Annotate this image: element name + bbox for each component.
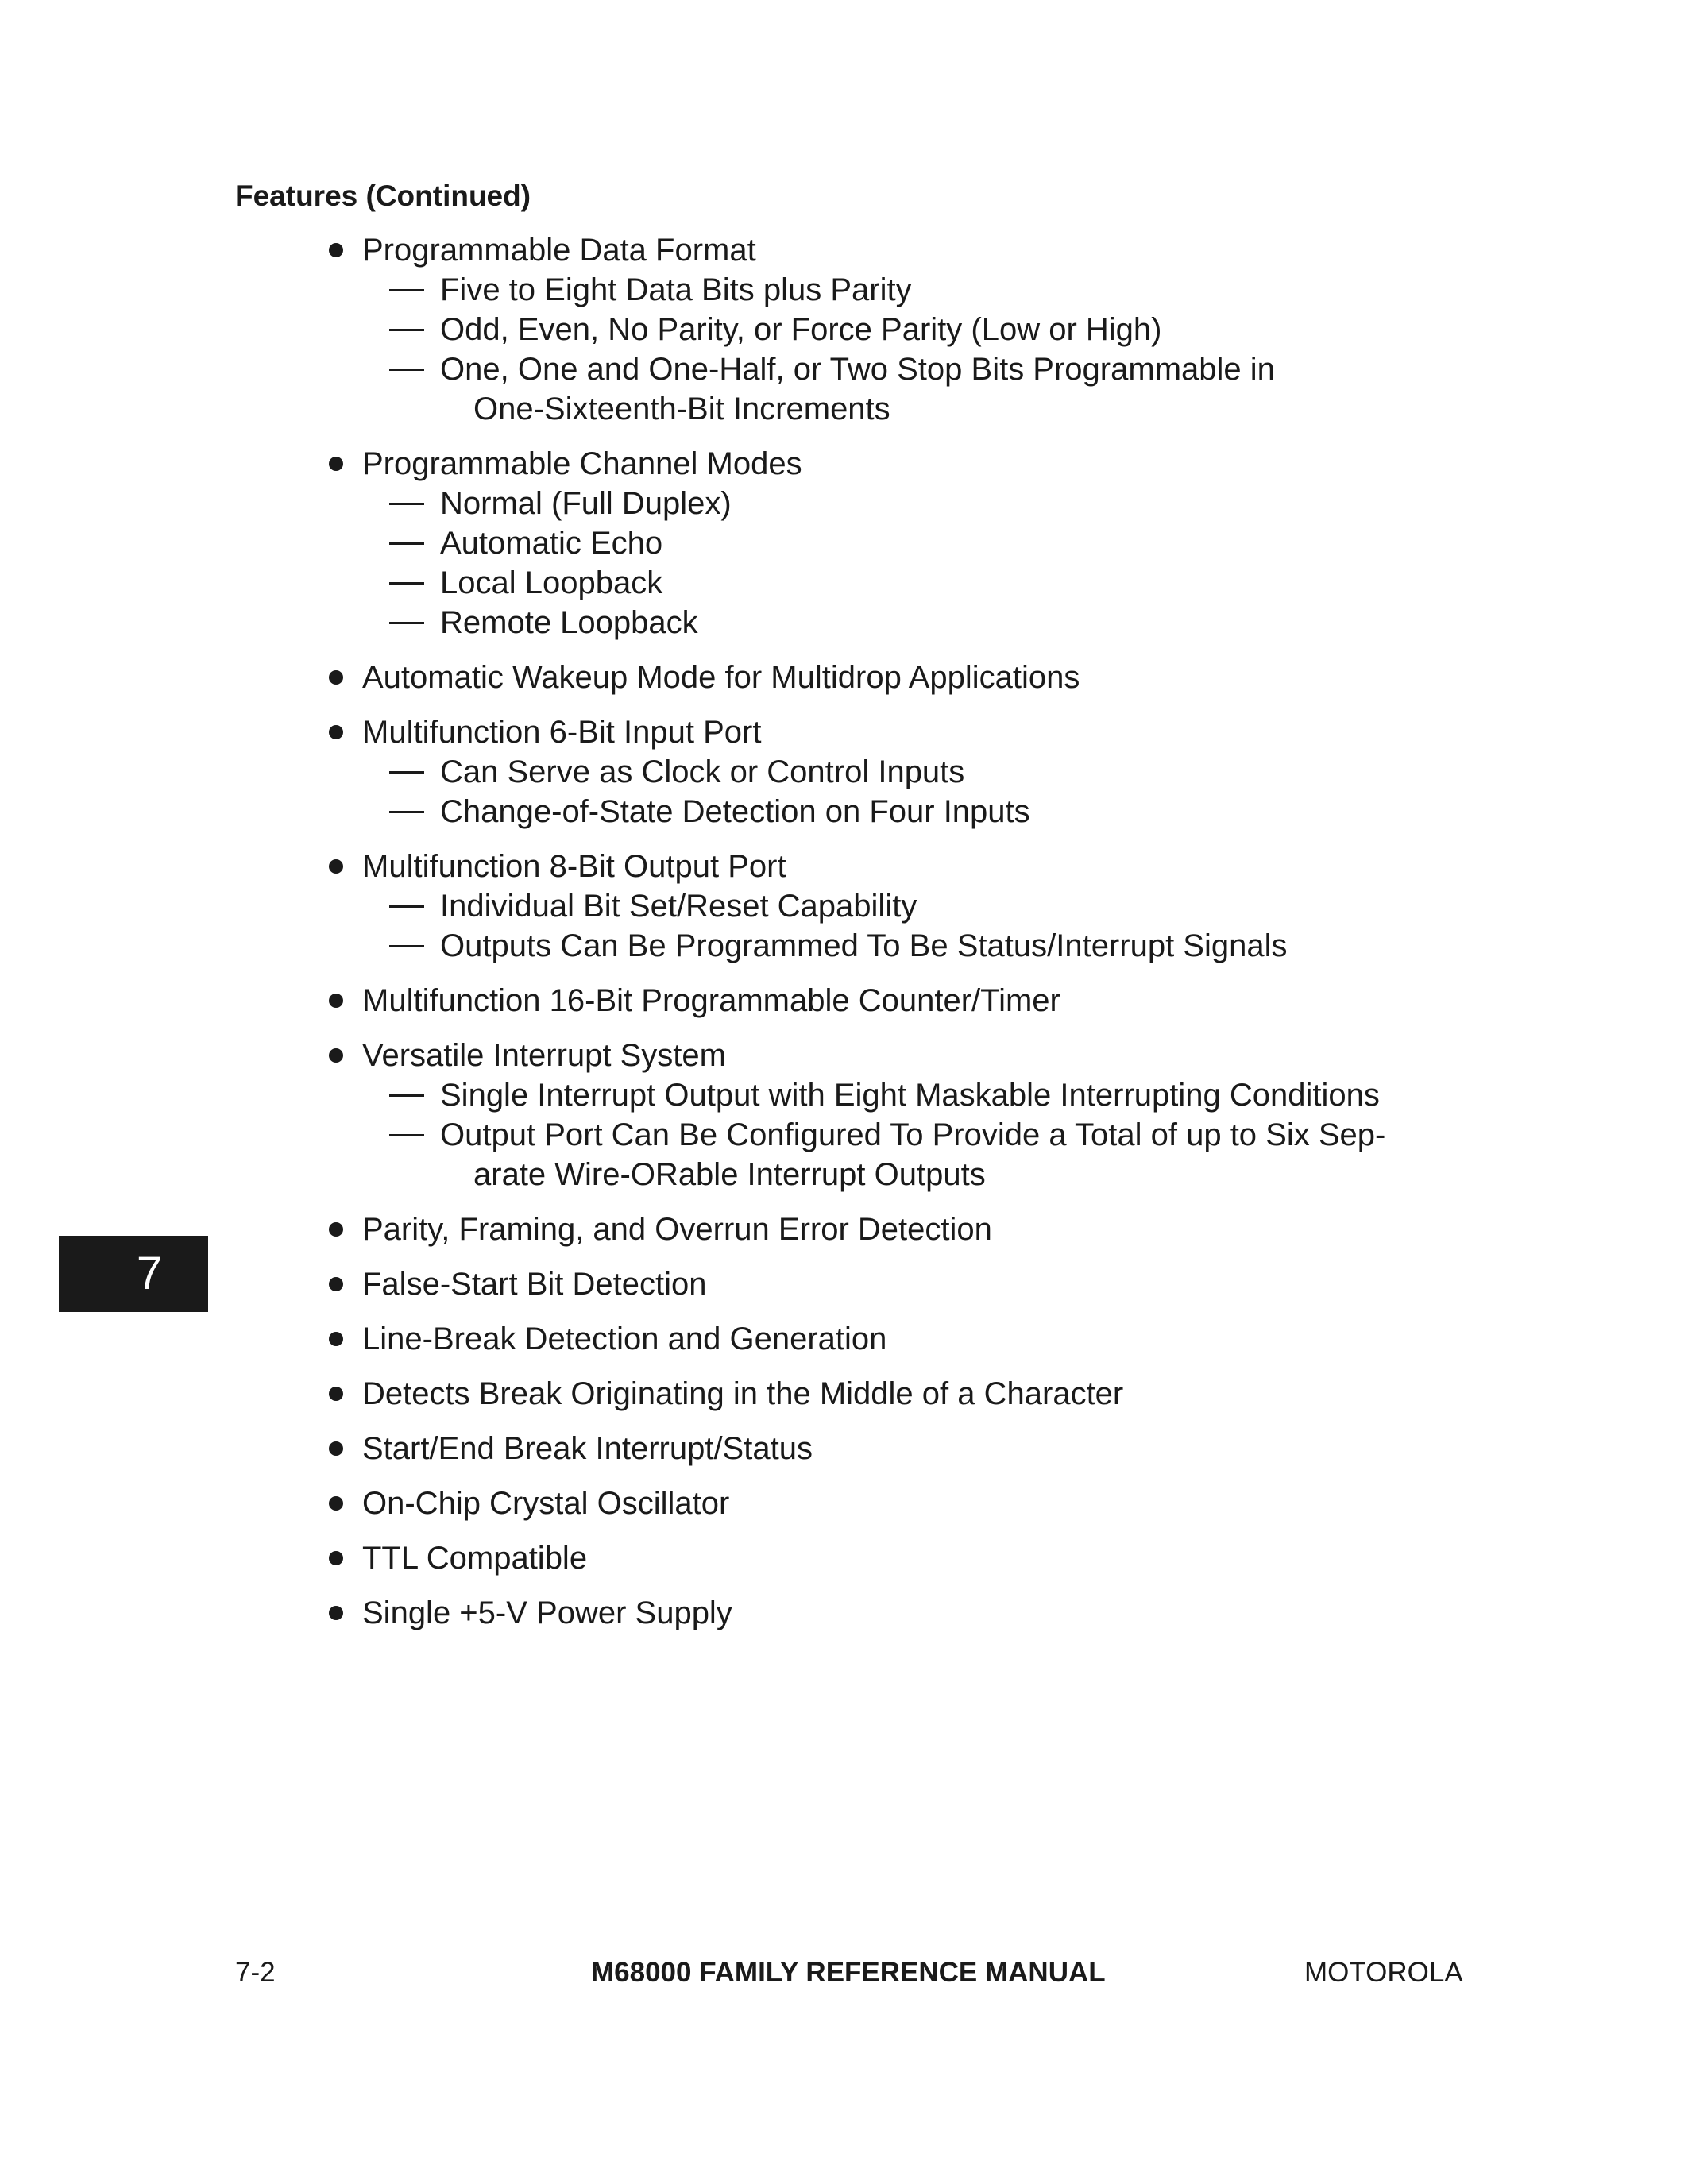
- sub-feature-list: [326, 1075, 1485, 1194]
- sub-feature-item: [326, 310, 1485, 349]
- feature-text: TTL Compatible: [362, 1541, 588, 1576]
- feature-text: Multifunction 6-Bit Input Port: [362, 715, 762, 750]
- sub-feature-list: [326, 484, 1485, 642]
- feature-text: False-Start Bit Detection: [362, 1267, 707, 1302]
- sub-feature-item: [326, 1115, 1485, 1194]
- feature-item: [326, 1036, 1485, 1194]
- sub-feature-item: [326, 792, 1485, 832]
- feature-item: [326, 1319, 1485, 1359]
- feature-text: On-Chip Crystal Oscillator: [362, 1486, 730, 1521]
- feature-item: [326, 1374, 1485, 1414]
- sub-feature-item: [326, 349, 1485, 429]
- sub-feature-item: [326, 603, 1485, 642]
- sub-feature-text: Outputs Can Be Programmed To Be Status/Interrupt Signals: [440, 928, 1288, 963]
- feature-item: [326, 1593, 1485, 1633]
- sub-feature-text: Odd, Even, No Parity, or Force Parity (Low or High): [440, 312, 1162, 347]
- dash-icon: [389, 945, 424, 947]
- dash-icon: [389, 582, 424, 585]
- sub-feature-text: Output Port Can Be Configured To Provide a Total of up to Six Sep-: [440, 1117, 1386, 1152]
- sub-feature-item: [326, 752, 1485, 792]
- footer-brand: MOTOROLA: [1304, 1957, 1463, 1988]
- bullet-icon: [329, 243, 343, 257]
- dash-icon: [389, 369, 424, 371]
- bullet-icon: [329, 1387, 343, 1401]
- bullet-icon: [329, 457, 343, 471]
- sub-feature-text: Change-of-State Detection on Four Inputs: [440, 794, 1030, 829]
- sub-feature-item: [326, 1075, 1485, 1115]
- sub-feature-continuation: arate Wire-ORable Interrupt Outputs: [473, 1157, 986, 1192]
- dash-icon: [389, 622, 424, 624]
- feature-text: Programmable Channel Modes: [362, 446, 802, 481]
- bullet-icon: [329, 1222, 343, 1237]
- feature-item: [326, 981, 1485, 1021]
- sub-feature-list: [326, 752, 1485, 832]
- feature-item: [326, 847, 1485, 966]
- bullet-icon: [329, 1551, 343, 1565]
- feature-text: Multifunction 8-Bit Output Port: [362, 849, 786, 884]
- sub-feature-item: [326, 270, 1485, 310]
- feature-text: Versatile Interrupt System: [362, 1038, 726, 1073]
- feature-item: [326, 1484, 1485, 1523]
- bullet-icon: [329, 670, 343, 685]
- feature-item: [326, 712, 1485, 832]
- footer-title: M68000 FAMILY REFERENCE MANUAL: [591, 1957, 1106, 1988]
- dash-icon: [389, 503, 424, 505]
- feature-item: [326, 444, 1485, 642]
- dash-icon: [389, 905, 424, 908]
- sub-feature-text: Normal (Full Duplex): [440, 486, 732, 521]
- sub-feature-text: One, One and One-Half, or Two Stop Bits Programmable in: [440, 352, 1275, 387]
- feature-list: [326, 230, 1485, 1648]
- bullet-icon: [329, 1496, 343, 1511]
- dash-icon: [389, 542, 424, 545]
- feature-item: [326, 658, 1485, 697]
- feature-text: Parity, Framing, and Overrun Error Detection: [362, 1212, 992, 1247]
- sub-feature-text: Automatic Echo: [440, 526, 663, 561]
- bullet-icon: [329, 994, 343, 1008]
- sub-feature-item: [326, 886, 1485, 926]
- sub-feature-list: [326, 270, 1485, 429]
- sub-feature-item: [326, 484, 1485, 523]
- sub-feature-text: Single Interrupt Output with Eight Maskable Interrupting Conditions: [440, 1078, 1380, 1113]
- feature-item: [326, 1210, 1485, 1249]
- bullet-icon: [329, 1606, 343, 1620]
- bullet-icon: [329, 859, 343, 874]
- bullet-icon: [329, 1048, 343, 1063]
- dash-icon: [389, 289, 424, 291]
- dash-icon: [389, 329, 424, 331]
- dash-icon: [389, 771, 424, 774]
- dash-icon: [389, 1134, 424, 1136]
- sub-feature-text: Local Loopback: [440, 565, 663, 600]
- feature-item: [326, 1538, 1485, 1578]
- footer-page-number: 7-2: [235, 1957, 276, 1988]
- sub-feature-text: Can Serve as Clock or Control Inputs: [440, 754, 965, 789]
- sub-feature-text: Remote Loopback: [440, 605, 698, 640]
- sub-feature-continuation: One-Sixteenth-Bit Increments: [473, 392, 890, 426]
- feature-text: Programmable Data Format: [362, 233, 756, 268]
- feature-item: [326, 1264, 1485, 1304]
- sub-feature-item: [326, 523, 1485, 563]
- bullet-icon: [329, 1441, 343, 1456]
- feature-text: Line-Break Detection and Generation: [362, 1322, 887, 1356]
- dash-icon: [389, 811, 424, 813]
- bullet-icon: [329, 725, 343, 739]
- sub-feature-item: [326, 926, 1485, 966]
- feature-item: [326, 1429, 1485, 1468]
- feature-item: [326, 230, 1485, 429]
- feature-text: Start/End Break Interrupt/Status: [362, 1431, 813, 1466]
- feature-text: Automatic Wakeup Mode for Multidrop Applications: [362, 660, 1080, 695]
- bullet-icon: [329, 1277, 343, 1291]
- page-heading: Features (Continued): [235, 179, 531, 212]
- sub-feature-list: [326, 886, 1485, 966]
- chapter-tab: [59, 1236, 208, 1312]
- feature-text: Detects Break Originating in the Middle of a Character: [362, 1376, 1124, 1411]
- sub-feature-text: Five to Eight Data Bits plus Parity: [440, 272, 912, 307]
- sub-feature-item: [326, 563, 1485, 603]
- feature-text: Multifunction 16-Bit Programmable Counter/Timer: [362, 983, 1060, 1018]
- sub-feature-text: Individual Bit Set/Reset Capability: [440, 889, 917, 924]
- dash-icon: [389, 1094, 424, 1097]
- chapter-tab-number: 7: [136, 1248, 163, 1299]
- feature-text: Single +5-V Power Supply: [362, 1596, 732, 1630]
- bullet-icon: [329, 1332, 343, 1346]
